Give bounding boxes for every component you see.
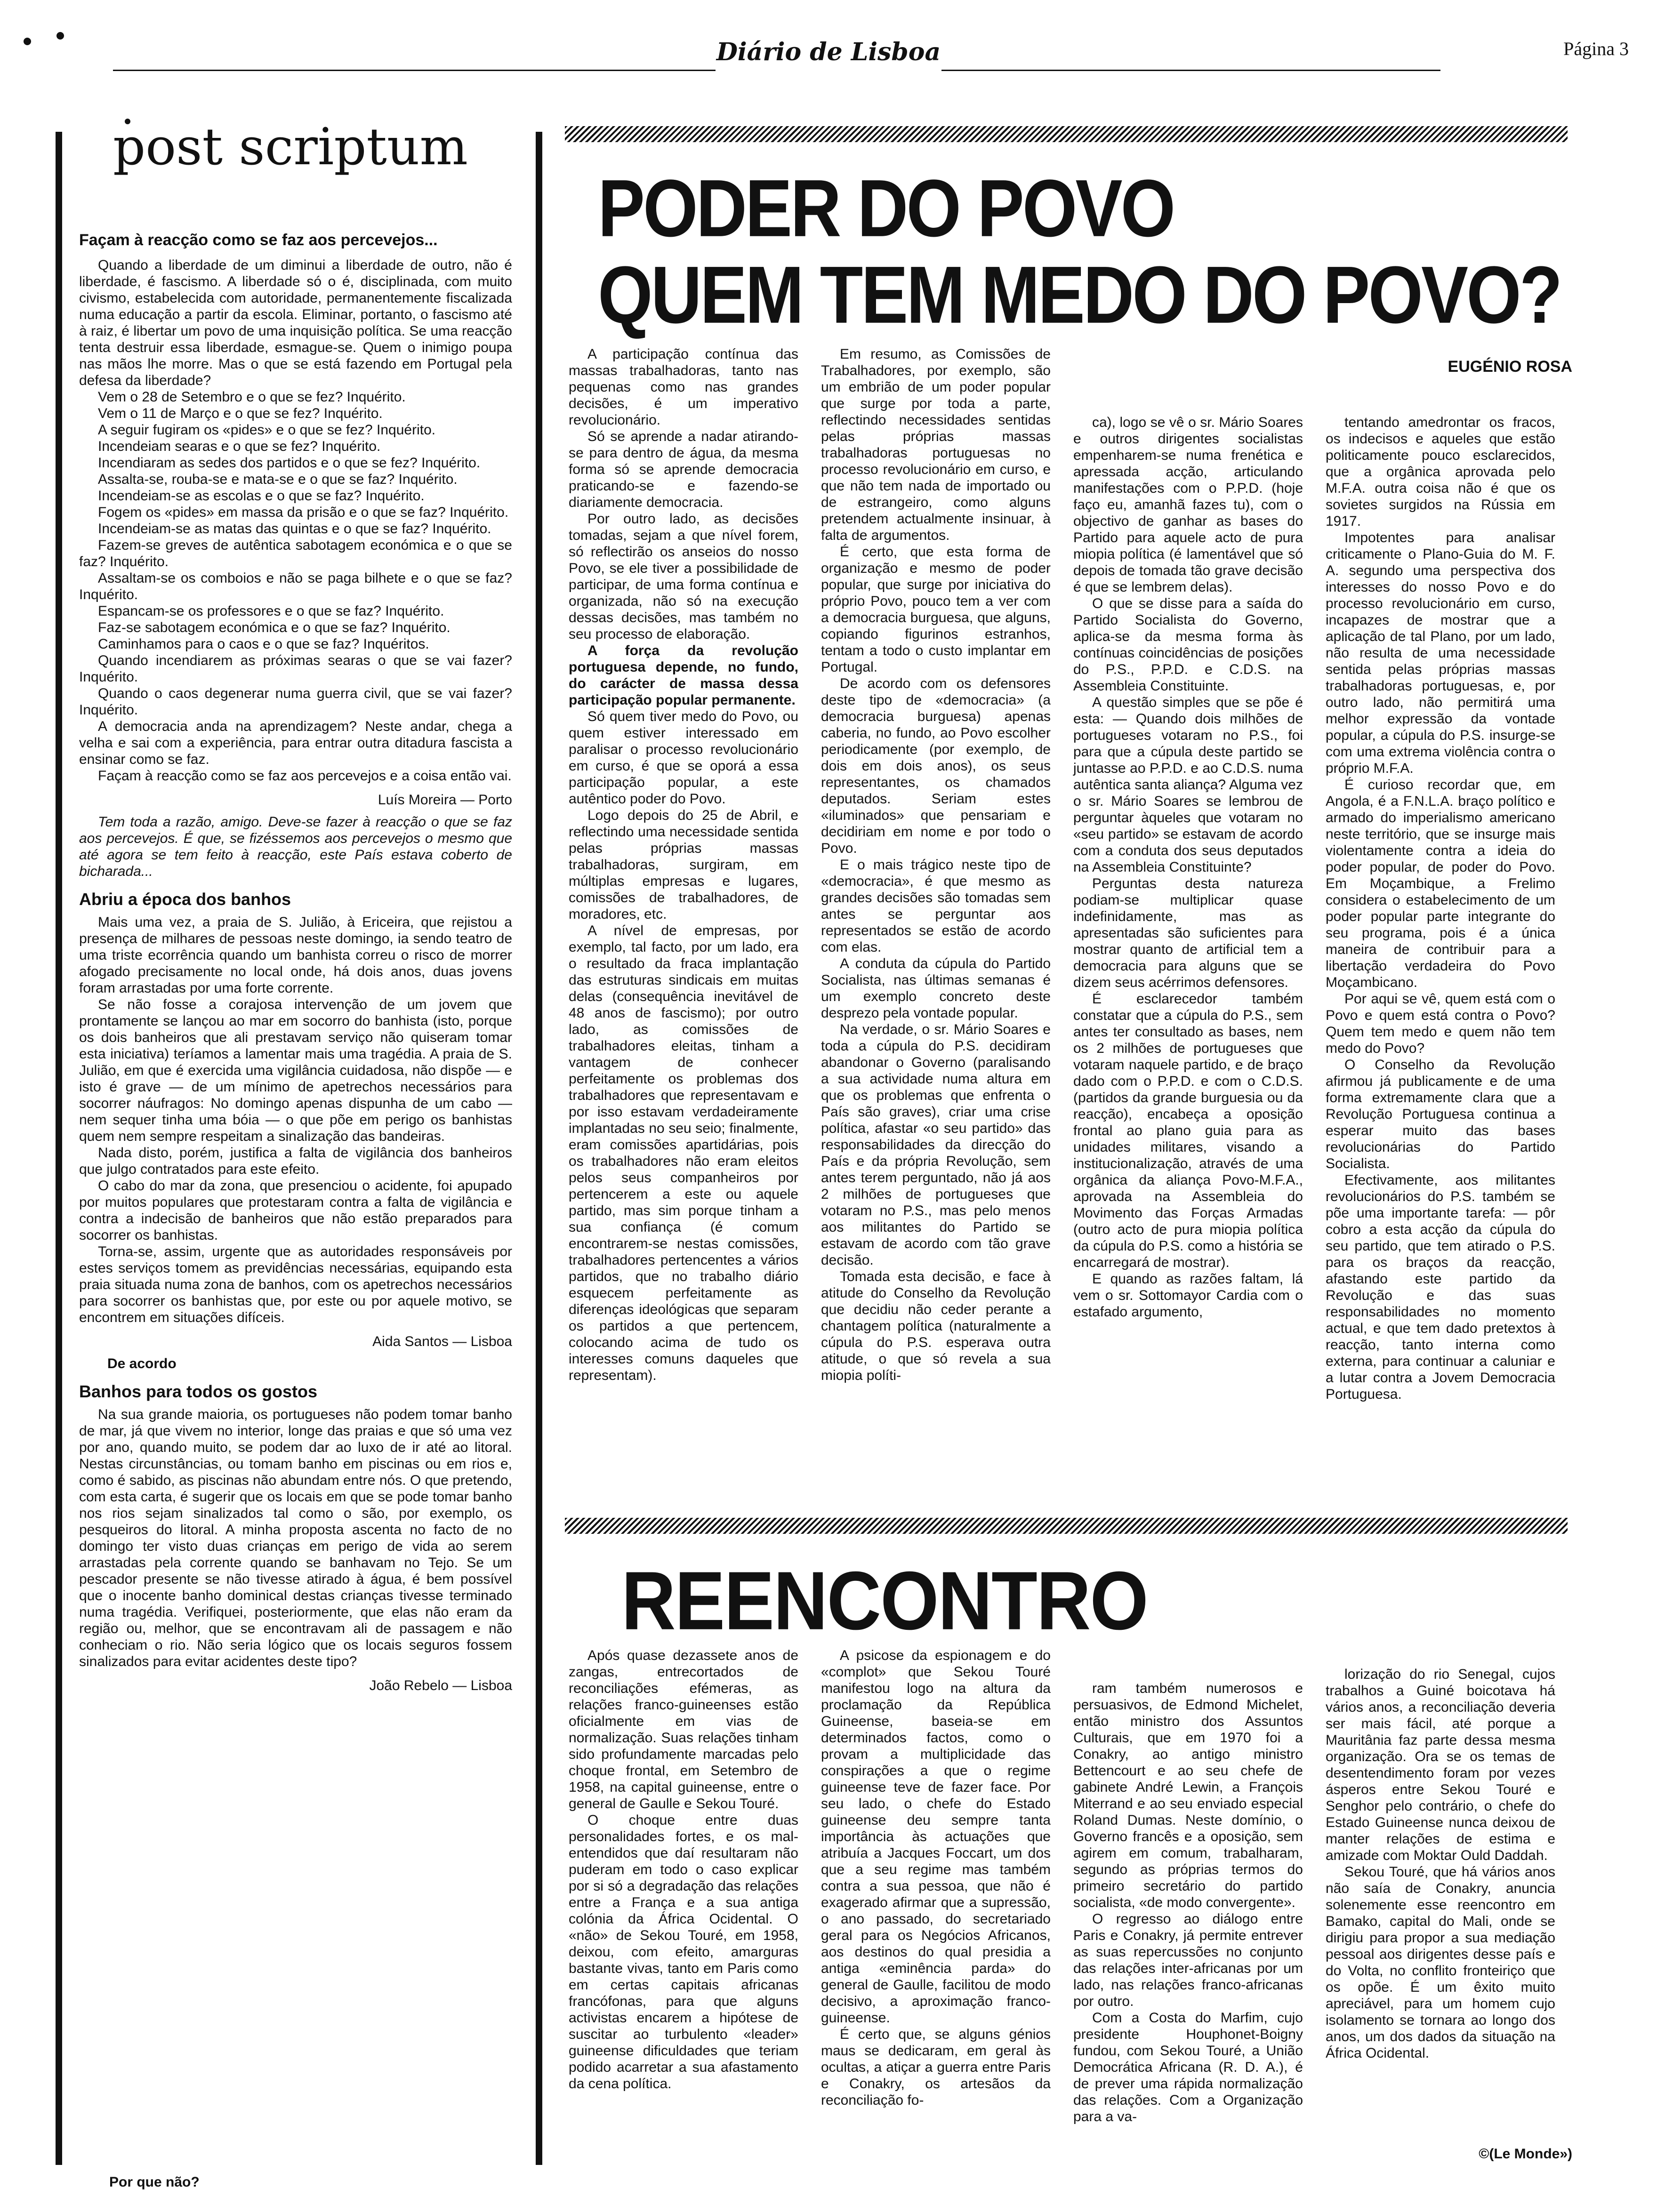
paragraph: Após quase dezassete anos de zangas, entrecortados de reconciliações efémeras, as relações franco-guineenses estão oficialmente em vias de normalização. Suas relações tinham sido profundamente marcadas pelo choque frontal, em Setembro de 1958, na capital guineense, entre o general de Gaulle e Sekou Touré. — [569, 1648, 798, 1811]
paragraph: A conduta da cúpula do Partido Socialista, nas últimas semanas é um exemplo concreto deste desprezo pela vontade popular. — [821, 956, 1051, 1021]
masthead-rule-right — [941, 70, 1440, 71]
paragraph: Perguntas desta natureza podiam-se multiplicar quase indefinidamente, mas as apresentadas são suficientes para mostrar quanto de artificial tem a democracia para alguns que se dizem seus acérrimos defensores. — [1073, 876, 1303, 990]
paragraph: A participação contínua das massas trabalhadoras, tanto nas pequenas como nas grandes decisões, é um imperativo revolucionário. — [569, 346, 798, 428]
page-number: Página 3 — [1563, 38, 1629, 59]
paragraph: O choque entre duas personalidades fortes, e os mal-entendidos que daí resultaram não puderam em todo o caso explicar por si só a degradação das relações entre a França e a sua antiga colónia da África Ocidental. O «não» de Sekou Touré, em 1958, deixou, com efeito, amarguras bastante vivas, tanto em Paris como em certas capitais africanas francófonas, para que alguns activistas encarem a hipótese de suscitar ao turbulento «leader» guineense dificuldades que teriam podido acarretar a sua afastamento da cena política. — [569, 1812, 798, 2092]
paragraph: Quando a liberdade de um diminui a liberdade de outro, não é liberdade, é fascismo. A liberdade só o é, disciplinada, com muito civismo, estabelecida com autoridade, permanentemente fiscalizada numa educação a partir da escola. Eliminar, portanto, o fascismo até à raiz, é libertar um povo de uma inquisição política. Se uma reacção tenta destruir essa liberdade, esmague-se. Quem o inimigo poupa nas mãos lhe morre. Mas o que se está fazendo em Portugal pela defesa da liberdade? — [79, 257, 512, 388]
paragraph: Na verdade, o sr. Mário Soares e toda a cúpula do P.S. decidiram abandonar o Governo (paralisando a sua actividade numa altura em que os problemas que enfrenta o País são graves), criar uma crise política, afastar «o seu partido» das responsabilidades da direcção do País e da própria Revolução, sem antes terem perguntado, não já aos 2 milhões de portugueses que votaram no P.S., mas pelo menos aos militantes do Partido se estavam de acordo com tão grave decisão. — [821, 1022, 1051, 1268]
article-column — [821, 346, 1051, 1384]
paragraph: Se não fosse a corajosa intervenção de um jovem que prontamente se lançou ao mar em socorro do banhista (isto, porque os dois banheiros que ali prestavam serviço não quiseram tomar esta iniciativa) teríamos a lamentar mais uma tragédia. A praia de S. Julião, em que é exercida uma vigilância cuidadosa, não dispõe — e isto é grave — de um mínimo de apetrechos necessários para socorrer náufragos: No domingo apenas dispunha de um cabo — nem sequer tinha uma bóia — o que põe em perigo os banhistas quem nem sempre respeitam a sinalização das bandeiras. — [79, 997, 512, 1144]
post-scriptum-letters — [79, 231, 512, 1699]
paragraph: O regresso ao diálogo entre Paris e Conakry, já permite entrever as suas repercussões no conjunto das relações inter-africanas por um lado, nas relações franco-africanas por outro. — [1073, 1911, 1303, 2009]
paragraph: O que se disse para a saída do Partido Socialista do Governo, aplica-se da mesma forma às contínuas coincidências de posições do P.S., P.P.D. e C.D.S. na Assembleia Constituinte. — [1073, 596, 1303, 694]
paragraph: Por aqui se vê, quem está com o Povo e quem está contra o Povo? Quem tem medo e quem não tem medo do Povo? — [1326, 991, 1555, 1056]
article-column — [1326, 1666, 1555, 2061]
paragraph: A seguir fugiram os «pides» e o que se fez? Inquérito. — [98, 422, 436, 438]
article-column — [821, 1647, 1051, 2108]
paragraph: A questão simples que se põe é esta: — Quando dois milhões de portugueses votaram no P.S., foi para que a cúpula deste partido se juntasse ao P.P.D. e ao C.D.S. numa autêntica santa aliança? Alguma vez o sr. Mário Soares se lembrou de perguntar àqueles que votaram no «seu partido» se estavam de acordo com a conduta dos seus deputados na Assembleia Constituinte? — [1073, 695, 1303, 875]
paragraph: É certo, que esta forma de organização e mesmo de poder popular, que surge por iniciativa do próprio Povo, pouco tem a ver com a democracia burguesa, que alguns, copiando figurinos estranhos, tentam a todo o custo implantar em Portugal. — [821, 544, 1051, 675]
paragraph: tentando amedrontar os fracos, os indecisos e aqueles que estão politicamente pouco esclarecidos, que a orgânica aprovada pelo M.F.A. outra coisa não é que os sovietes surgidos na Rússia em 1917. — [1326, 415, 1555, 529]
paragraph: A nível de empresas, por exemplo, tal facto, por um lado, era o resultado da fraca implantação das estruturas sindicais em muitas delas (consequência inevitável de 48 anos de fascismo); por outro lado, as comissões de trabalhadores eleitas, tinham a vantagem de conhecer perfeitamente os problemas dos trabalhadores que representavam e por isso estavam verdadeiramente implantadas no seu seio; finalmente, eram comissões apartidárias, pois os trabalhadores não eram eleitos pelos seus companheiros por pertencerem a este ou aquele partido, mas sim porque tinham a sua confiança (é comum encontrarem-se nestas comissões, trabalhadores pertencentes a vários partidos, que no trabalho diário esquecem perfeitamente as diferenças ideológicas que separam os partidos a que pertencem, colocando acima de tudo os interesses comuns daqueles que representam). — [569, 923, 798, 1383]
paragraph: Impotentes para analisar criticamente o Plano-Guia do M. F. A. segundo uma perspectiva dos interesses do nosso Povo e do processo revolucionário em curso, incapazes de mostrar que a aplicação de tal Plano, por um lado, não resulta de uma necessidade sentida pelas próprias massas trabalhadoras portuguesas, e, por outro lado, não permitirá uma melhor expressão da vontade popular, a cúpula do P.S. insurge-se com uma extrema violência contra o próprio M.F.A. — [1326, 530, 1555, 776]
paragraph: Tomada esta decisão, e face à atitude do Conselho da Revolução que decidiu não ceder perante a chantagem política (naturalmente a cúpula do P.S. esperava outra atitude, o que só revela a sua miopia políti- — [821, 1269, 1051, 1383]
letter-body — [79, 1406, 512, 1670]
article-headline — [598, 162, 1633, 340]
article-column — [569, 1647, 798, 2092]
article-column — [1073, 1680, 1303, 2125]
paragraph: O Conselho da Revolução afirmou já publicamente e de uma forma extremamente clara que a Revolução Portuguesa continua a esperar muito das bases revolucionárias do Partido Socialista. — [1326, 1057, 1555, 1171]
paragraph: Incendeiam-se as matas das quintas e o que se faz? Inquérito. — [98, 521, 491, 537]
paragraph: Mais uma vez, a praia de S. Julião, à Ericeira, que rejistou a presença de milhares de pessoas neste domingo, ia sendo teatro de uma triste ecorrência quando um banhista correu o risco de morrer afogado precisamente no local onde, há dois anos, duas jovens foram arrastadas por uma forte corrente. — [79, 914, 512, 996]
paragraph: A democracia anda na aprendizagem? Neste andar, chega a velha e sai com a experiência, para entrar outra ditadura fascista a ensinar como se faz. — [79, 719, 512, 767]
letter-body — [79, 257, 512, 784]
letter-title: Banhos para todos os gostos — [79, 1382, 318, 1401]
paragraph: Só quem tiver medo do Povo, ou quem estiver interessado em paralisar o processo revolucionário em curso, é que se oporá a essa participação popular, a este autêntico poder do Povo. — [569, 709, 798, 807]
letter-body — [79, 914, 512, 1326]
masthead-dot — [56, 32, 64, 40]
article-column — [1073, 414, 1303, 1320]
masthead-rule-left — [113, 70, 716, 71]
author-byline: EUGÉNIO ROSA — [1448, 358, 1572, 376]
headline-line-2: QUEM TEM MEDO DO POVO? — [598, 249, 1561, 340]
article-headline: REENCONTRO — [621, 1554, 1148, 1647]
paragraph: Quando incendiarem as próximas searas o que se vai fazer? Inquérito. — [79, 653, 512, 685]
paragraph: É esclarecedor também constatar que a cúpula do P.S., sem antes ter consultado as bases, nem os 2 milhões de portugueses que votaram naquele partido, e de braço dado com o P.P.D. e com o C.D.S. (partidos da grande burguesia ou da reacção), encabeça a oposição frontal ao plano guia para as unidades militares, visando a institucionalização, através de uma orgânica da aliança Povo-M.F.A., aprovada na Assembleia do Movimento das Forças Armadas (outro acto de pura miopia política da cúpula do P.S. como a história se encarregará de mostrar). — [1073, 991, 1303, 1270]
article-column — [1326, 414, 1555, 1403]
letter-title: Abriu a época dos banhos — [79, 890, 291, 909]
headline-line-1: PODER DO POVO — [598, 162, 1174, 254]
post-scriptum-heading: post scriptum — [113, 118, 468, 176]
paragraph: Incendeiam-se as escolas e o que se faz? Inquérito. — [98, 488, 425, 504]
paragraph: Efectivamente, aos militantes revolucionários do P.S. também se põe uma importante tarefa: — pôr cobro a esta acção da cúpula do seu partido, que tem atirado o P.S. para os braços da reacção, afastando este partido da Revolução e das suas responsabilidades no momento actual, e que tem dado pretextos à reacção, tanto interna como externa, para continuar a caluniar e a lutar contra a Jovem Democracia Portuguesa. — [1326, 1172, 1555, 1402]
paragraph: Só se aprende a nadar atirando-se para dentro de água, da mesma forma só se aprende democracia praticando-se e fazendo-se diariamente democracia. — [569, 429, 798, 510]
hatch-bar — [565, 1518, 1568, 1534]
paragraph: Vem o 28 de Setembro e o que se fez? Inquérito. — [98, 389, 406, 405]
paragraph: lorização do rio Senegal, cujos trabalhos a Guiné boicotava há vários anos, a reconciliação deveria ser mais fácil, até porque a Mauritânia faz parte dessa mesma organização. Ora se os temas de desentendimento foram por vezes ásperos entre Sekou Touré e Senghor pelo contrário, o chefe do Estado Guineense nunca deixou de manter relações de estima e amizade com Moktar Ould Daddah. — [1326, 1667, 1555, 1863]
paragraph: O cabo do mar da zona, que presenciou o acidente, foi apupado por muitos populares que protestaram contra a falta de vigilância e contra a indecisão de banheiros que não estão preparados para socorrer os banhistas. — [79, 1178, 512, 1243]
hatch-bar — [565, 126, 1568, 142]
paragraph: E quando as razões faltam, lá vem o sr. Sottomayor Cardia com o estafado argumento, — [1073, 1271, 1303, 1320]
paragraph: Por outro lado, as decisões tomadas, sejam a que nível forem, só reflectirão os anseios do nosso Povo, se ele tiver a possibilidade de participar, de uma forma contínua e organizada, não só na execução dessas decisões, mas também no seu processo de elaboração. — [569, 511, 798, 642]
paragraph: ram também numerosos e persuasivos, de Edmond Michelet, então ministro dos Assuntos Culturais, que em 1970 foi a Conakry, ao antigo ministro Bettencourt e ao seu chefe de gabinete André Lewin, a François Miterrand e ao seu enviado especial Roland Dumas. Neste domínio, o Governo francês e a oposição, sem agirem em comum, trabalharam, segundo as próprias termos do primeiro secretário do partido socialista, «de modo convergente». — [1073, 1681, 1303, 1910]
paragraph: Assalta-se, rouba-se e mata-se e o que se faz? Inquérito. — [98, 472, 458, 487]
paragraph: Quando o caos degenerar numa guerra civil, que se vai fazer? Inquérito. — [79, 686, 512, 718]
letter-signature: Luís Moreira — Porto — [378, 792, 512, 808]
paragraph: Com a Costa do Marfim, cujo presidente Houphonet-Boigny fundou, com Sekou Touré, a União Democrática Africana (R. D. A.), é de prever uma rápida normalização das relações. Com a Organização para a va- — [1073, 2010, 1303, 2124]
paragraph: De acordo com os defensores deste tipo de «democracia» (a democracia burguesa) apenas caberia, no fundo, ao Povo escolher periodicamente (por exemplo, de dois em dois anos), os seus representantes, os chamados deputados. Seriam estes «iluminados» que pensariam e decidiriam em nome e por todo o Povo. — [821, 676, 1051, 856]
paragraph: É curioso recordar que, em Angola, é a F.N.L.A. braço político e armado do imperialismo americano neste território, que se insurge mais violentamente contra a ideia do poder popular, de poder do Povo. Em Moçambique, a Frelimo considera o estabelecimento de um poder popular parte integrante do seu programa, pois é a única maneira de contribuir para a libertação verdadeira do Povo Moçambicano. — [1326, 777, 1555, 990]
paragraph: Logo depois do 25 de Abril, e reflectindo uma necessidade sentida pelas próprias massas trabalhadoras, surgiram, em múltiplas empresas e lugares, comissões de trabalhadores, de moradores, etc. — [569, 808, 798, 922]
letter-signature: João Rebelo — Lisboa — [369, 1678, 512, 1693]
paragraph: Façam à reacção como se faz aos percevejos e a coisa então vai. — [98, 768, 512, 784]
paragraph: Torna-se, assim, urgente que as autoridades responsáveis por estes serviços tomem as previdências necessárias, equipando esta praia situada numa zona de banhos, com os apetrechos necessários para socorrer os banhistas que, por este ou por aquele motivo, se encontrem em situações difíceis. — [79, 1244, 512, 1325]
paragraph: A força da revolução portuguesa depende, no fundo, do carácter de massa dessa participação popular permanente. — [569, 643, 798, 708]
letter-title: Façam à reacção como se faz aos percevejos... — [79, 231, 438, 249]
paragraph: Fazem-se greves de autêntica sabotagem económica e o que se faz? Inquérito. — [79, 537, 512, 569]
paragraph: Caminhamos para o caos e o que se faz? Inquéritos. — [98, 636, 429, 652]
paragraph: Incendiaram as sedes dos partidos e o que se fez? Inquérito. — [98, 455, 481, 471]
letter-signature: Aida Santos — Lisboa — [372, 1334, 512, 1349]
editor-reply: Por que não? — [109, 2174, 200, 2190]
ps-left-rule — [56, 132, 62, 2165]
editor-reply: Tem toda a razão, amigo. Deve-se fazer à reacção o que se faz aos percevejos. É que, se fizéssemos aos percevejos o mesmo que até agora se tem feito à reacção, este País estava coberto de bicharada... — [79, 814, 512, 879]
newspaper-name: Diário de Lisboa — [716, 38, 941, 66]
paragraph: Incendeiam searas e o que se fez? Inquérito. — [98, 439, 381, 454]
paragraph: ca), logo se vê o sr. Mário Soares e outros dirigentes socialistas empenharem-se numa frenética e apressada acção, articulando manifestações com o P.P.D. (hoje faço eu, amanhã fazes tu), com o objectivo de ganhar as bases do Partido para aquele acto de pura miopia política (é lamentável que só depois de tomada tão grave decisão é que se lembrem delas). — [1073, 415, 1303, 595]
paragraph: A psicose da espionagem e do «complot» que Sekou Touré manifestou logo na altura da proclamação da República Guineense, baseia-se em determinados factos, como o provam a multiplicidade das conspirações a que o regime guineense teve de fazer face. Por seu lado, o chefe do Estado guineense deu sempre tanta importância às actuações que atribuía a Jacques Foccart, um dos que a seu regime mas também contra a sua pessoa, que não é exagerado afirmar que a supressão, o ano passado, do secretariado geral para os Negócios Africanos, aos destinos do qual presidia a antiga «eminência parda» do general de Gaulle, facilitou de modo decisivo, a aproximação franco-guineense. — [821, 1648, 1051, 2026]
ps-right-rule — [536, 132, 542, 2165]
paragraph: Faz-se sabotagem económica e o que se faz? Inquérito. — [98, 620, 450, 635]
paragraph: É certo que, se alguns génios maus se dedicaram, em geral às ocultas, a atiçar a guerra entre Paris e Conakry, os artesãos da reconciliação fo- — [821, 2027, 1051, 2108]
paragraph: Na sua grande maioria, os portugueses não podem tomar banho de mar, já que vivem no interior, longe das praias e que só uma vez por ano, quando muito, se podem dar ao luxo de ir até ao litoral. Nestas circunstâncias, ou tomam banho em piscinas ou em rios e, como é sabido, as piscinas não abundam entre nós. O que pretendo, com esta carta, é sugerir que os locais em que se pode tomar banho nos rios sejam sinalizados tal como o são, por exemplo, os pesqueiros do litoral. A minha proposta ascenta no facto de no domingo ter visto duas crianças em perigo de vida ao serem arrastadas pela corrente quando se banhavam no Tejo. Se um pescador presente se não tivesse atirado à água, é bem possível que o inocente banho dominical destas crianças tivesse terminado numa tragédia. Verifiquei, posteriormente, que elas não eram da região ou, melhor, que se encontravam ali de passagem e não conheciam o rio. Não seria lógico que os locais seguros fossem sinalizados para evitar acidentes deste tipo? — [79, 1407, 512, 1669]
paragraph: Sekou Touré, que há vários anos não saía de Conakry, anuncia solenemente esse reencontro em Bamako, capital do Mali, onde se dirigiu para propor a sua mediação pessoal aos dirigentes desse país e do Volta, no conflito fronteiriço que os opõe. É um êxito muito apreciável, para um homem cujo isolamento se tornara ao longo dos anos, um dos dados da situação na África Ocidental. — [1326, 1864, 1555, 2061]
paragraph: Fogem os «pides» em massa da prisão e o que se faz? Inquérito. — [98, 505, 509, 520]
paragraph: Nada disto, porém, justifica a falta de vigilância dos banheiros que julgo contratados para este efeito. — [79, 1145, 512, 1177]
source-credit: ©(Le Monde») — [1479, 2146, 1572, 2162]
masthead-dot — [24, 38, 31, 45]
paragraph: Assaltam-se os comboios e não se paga bilhete e o que se faz? Inquérito. — [79, 570, 512, 602]
paragraph: Vem o 11 de Março e o que se fez? Inquérito. — [98, 406, 383, 421]
paragraph: Espancam-se os professores e o que se faz? Inquérito. — [98, 603, 444, 619]
paragraph: Em resumo, as Comissões de Trabalhadores, por exemplo, são um embrião de um poder popular que surge por toda a parte, reflectindo necessidades sentidas pelas próprias massas trabalhadoras portuguesas no processo revolucionário em curso, e que não tem nada de importado ou de estrangeiro, como alguns pretendem actualmente insinuar, à falta de argumentos. — [821, 346, 1051, 543]
paragraph: E o mais trágico neste tipo de «democracia», é que mesmo as grandes decisões são tomadas sem antes se perguntar aos representados se estão de acordo com elas. — [821, 857, 1051, 955]
editor-reply: De acordo — [107, 1356, 177, 1371]
article-column — [569, 346, 798, 1384]
